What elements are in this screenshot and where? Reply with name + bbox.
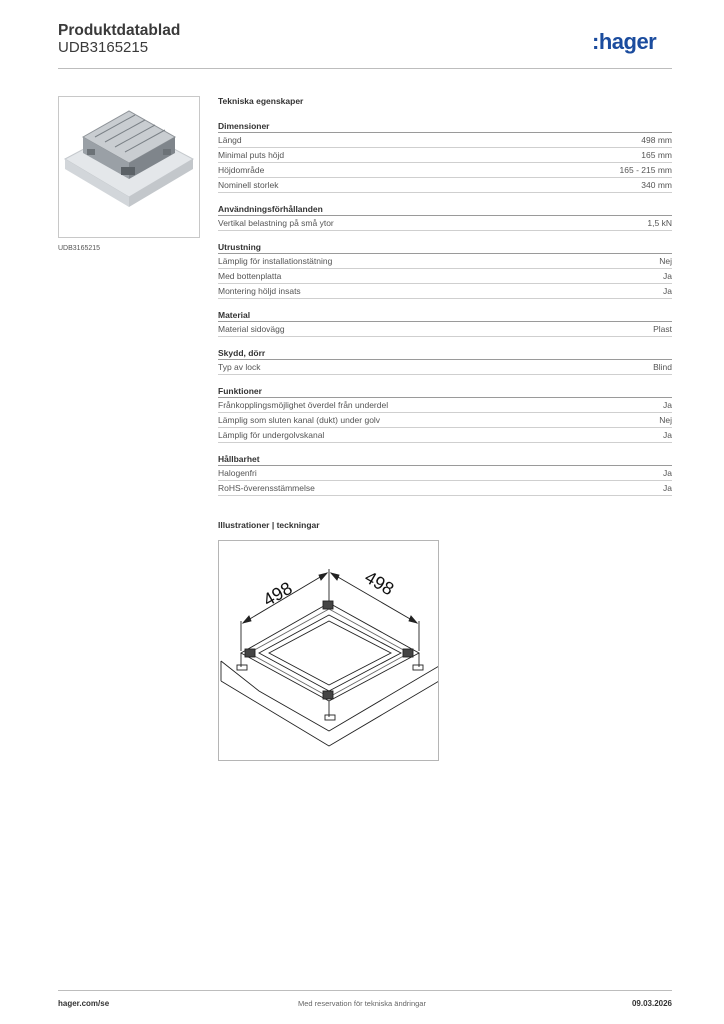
spec-value: Ja [663, 271, 672, 281]
header-divider [58, 68, 672, 69]
spec-value: 165 mm [641, 150, 672, 160]
spec-label: Lämplig för installationstätning [218, 256, 333, 266]
illustrations-heading: Illustrationer | teckningar [218, 520, 320, 530]
footer-disclaimer: Med reservation för tekniska ändringar [298, 999, 426, 1008]
spec-section [218, 241, 672, 299]
hager-logo: :hager [592, 29, 657, 54]
page-title: Produktdatablad [58, 22, 181, 39]
spec-section [218, 385, 672, 443]
spec-row [218, 284, 672, 299]
footer-website-link[interactable]: hager.com/se [58, 999, 110, 1008]
spec-section [218, 453, 672, 496]
spec-value: 1,5 kN [647, 218, 672, 228]
spec-section [218, 120, 672, 193]
spec-section-title: Hållbarhet [218, 453, 672, 466]
spec-label: Nominell storlek [218, 180, 279, 190]
spec-section-title: Användningsförhållanden [218, 203, 672, 216]
spec-row [218, 466, 672, 481]
dimension-label-left: 498 [259, 577, 296, 611]
spec-value: 340 mm [641, 180, 672, 190]
spec-value: Plast [653, 324, 672, 334]
spec-row [218, 398, 672, 413]
spec-section-title: Material [218, 309, 672, 322]
spec-label: Längd [218, 135, 242, 145]
spec-value: Ja [663, 286, 672, 296]
spec-label: Vertikal belastning på små ytor [218, 218, 334, 228]
spec-row [218, 216, 672, 231]
spec-label: Typ av lock [218, 362, 261, 372]
spec-label: Montering höljd insats [218, 286, 301, 296]
spec-row [218, 322, 672, 337]
spec-label: Frånkopplingsmöjlighet överdel från underdel [218, 400, 389, 410]
spec-value: Ja [663, 468, 672, 478]
spec-value: Ja [663, 483, 672, 493]
spec-row [218, 428, 672, 443]
spec-label: Halogenfri [218, 468, 257, 478]
spec-value: 165 - 215 mm [619, 165, 672, 175]
product-code: UDB3165215 [58, 39, 149, 56]
spec-row [218, 163, 672, 178]
spec-section-title: Utrustning [218, 241, 672, 254]
spec-label: Lämplig som sluten kanal (dukt) under golv [218, 415, 381, 425]
product-photo [58, 96, 200, 238]
footer-date: 09.03.2026 [631, 999, 672, 1008]
footer-divider [58, 990, 672, 991]
spec-label: Material sidovägg [218, 324, 285, 334]
floor-box-photo-icon [59, 97, 199, 237]
spec-section-title: Skydd, dörr [218, 347, 672, 360]
spec-row [218, 481, 672, 496]
technical-specs [218, 96, 672, 506]
spec-label: Höjdområde [218, 165, 265, 175]
spec-value: Nej [659, 256, 672, 266]
spec-value: Nej [659, 415, 672, 425]
spec-label: Minimal puts höjd [218, 150, 285, 160]
spec-value: Blind [653, 362, 672, 372]
spec-section [218, 347, 672, 375]
spec-value: Ja [663, 400, 672, 410]
spec-row [218, 133, 672, 148]
spec-row [218, 178, 672, 193]
spec-label: Lämplig för undergolvskanal [218, 430, 325, 440]
floor-box-drawing-icon [219, 541, 438, 760]
dimension-label-right: 498 [361, 566, 398, 600]
spec-label: RoHS-överensstämmelse [218, 483, 315, 493]
spec-section [218, 309, 672, 337]
spec-section [218, 203, 672, 231]
specs-heading: Tekniska egenskaper [218, 96, 304, 106]
spec-section-title: Dimensioner [218, 120, 672, 133]
spec-row [218, 269, 672, 284]
spec-value: Ja [663, 430, 672, 440]
specs-sections [218, 120, 672, 496]
spec-label: Med bottenplatta [218, 271, 282, 281]
technical-drawing [218, 540, 439, 761]
spec-row [218, 413, 672, 428]
photo-caption: UDB3165215 [58, 245, 101, 252]
spec-row [218, 148, 672, 163]
spec-row [218, 254, 672, 269]
spec-section-title: Funktioner [218, 385, 672, 398]
spec-value: 498 mm [641, 135, 672, 145]
spec-row [218, 360, 672, 375]
